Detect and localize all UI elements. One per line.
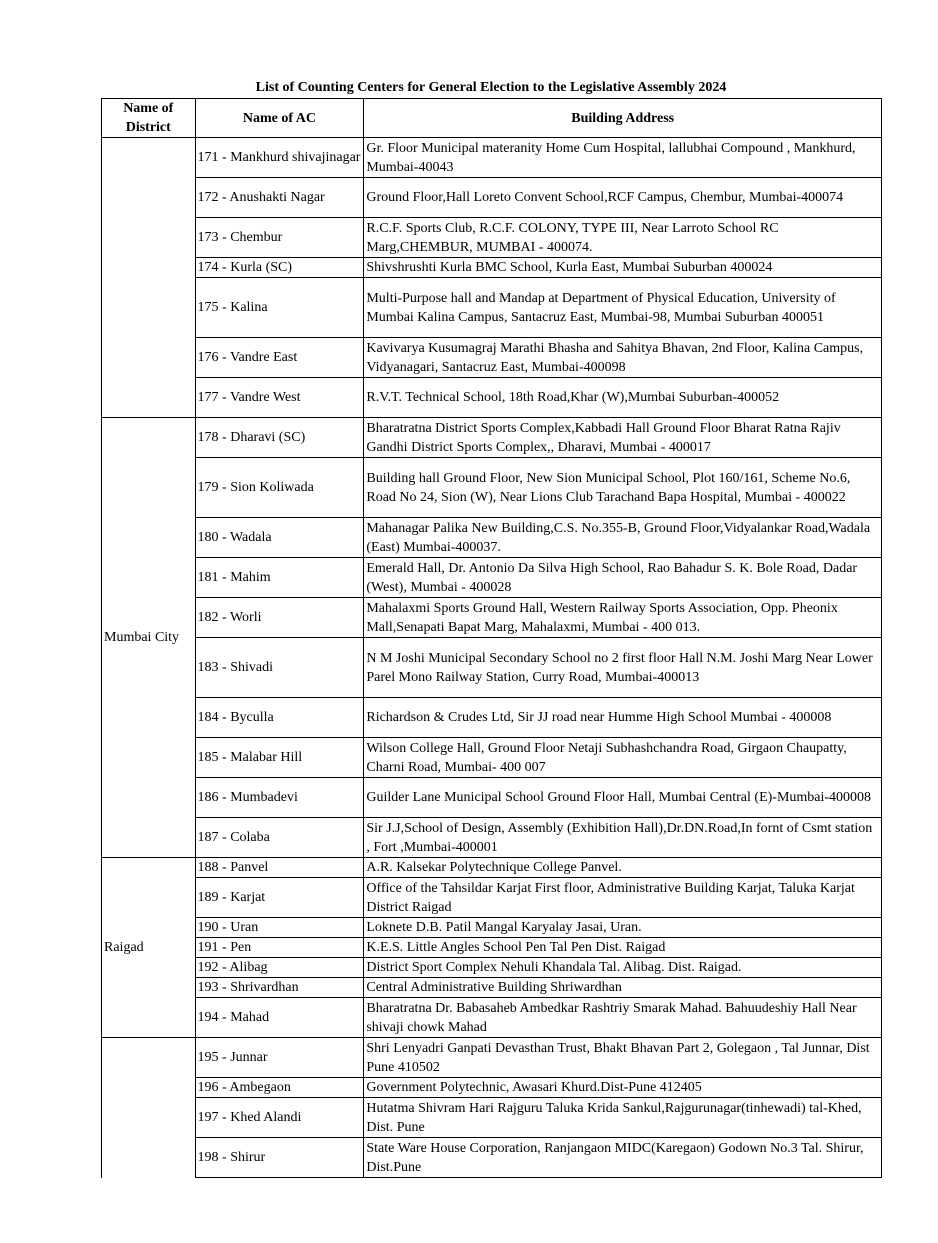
table-row [102,1138,882,1178]
table-row [102,418,882,458]
table-row [102,138,882,178]
building-address-cell: Shri Lenyadri Ganpati Devasthan Trust, Bhakt Bhavan Part 2, Golegaon , Tal Junnar, Dist Pune 410502 [364,1038,882,1078]
building-address-cell: Central Administrative Building Shriwardhan [364,978,882,998]
table-row [102,278,882,338]
ac-name-cell: 184 - Byculla [195,698,364,738]
header-district: Name of District [102,99,196,138]
table-row [102,878,882,918]
building-address-cell: Office of the Tahsildar Karjat First floor, Administrative Building Karjat, Taluka Karjat District Raigad [364,878,882,918]
ac-name-cell: 174 - Kurla (SC) [195,258,364,278]
building-address-cell: R.C.F. Sports Club, R.C.F. COLONY, TYPE III, Near Larroto School RC Marg,CHEMBUR, MUMBAI - 400074. [364,218,882,258]
district-cell [102,138,196,418]
building-address-cell: Government Polytechnic, Awasari Khurd.Dist-Pune 412405 [364,1078,882,1098]
table-row [102,558,882,598]
table-row [102,258,882,278]
table-row [102,218,882,258]
ac-name-cell: 181 - Mahim [195,558,364,598]
ac-name-cell: 187 - Colaba [195,818,364,858]
building-address-cell: Bharatratna District Sports Complex,Kabbadi Hall Ground Floor Bharat Ratna Rajiv Gandhi District Sports Complex,, Dharavi, Mumbai - 400017 [364,418,882,458]
building-address-cell: Wilson College Hall, Ground Floor Netaji Subhashchandra Road, Girgaon Chaupatty, Charni Road, Mumbai- 400 007 [364,738,882,778]
document-title: List of Counting Centers for General Election to the Legislative Assembly 2024 [255,80,727,95]
building-address-cell: Kavivarya Kusumagraj Marathi Bhasha and Sahitya Bhavan, 2nd Floor, Kalina Campus, Vidyanagari, Santacruz East, Mumbai-400098 [364,338,882,378]
table-row [102,638,882,698]
header-ac: Name of AC [195,99,364,138]
ac-name-cell: 191 - Pen [195,938,364,958]
ac-name-cell: 194 - Mahad [195,998,364,1038]
building-address-cell: Gr. Floor Municipal materanity Home Cum Hospital, lallubhai Compound , Mankhurd, Mumbai-40043 [364,138,882,178]
building-address-cell: Sir J.J,School of Design, Assembly (Exhibition Hall),Dr.DN.Road,In fornt of Csmt station , Fort ,Mumbai-400001 [364,818,882,858]
table-row [102,178,882,218]
district-cell: Raigad [102,858,196,1038]
building-address-cell: State Ware House Corporation, Ranjangaon MIDC(Karegaon) Godown No.3 Tal. Shirur, Dist.Pune [364,1138,882,1178]
building-address-cell: A.R. Kalsekar Polytechnique College Panvel. [364,858,882,878]
table-row [102,778,882,818]
ac-name-cell: 179 - Sion Koliwada [195,458,364,518]
ac-name-cell: 190 - Uran [195,918,364,938]
table-row [102,938,882,958]
table-row [102,998,882,1038]
ac-name-cell: 193 - Shrivardhan [195,978,364,998]
building-address-cell: Ground Floor,Hall Loreto Convent School,RCF Campus, Chembur, Mumbai-400074 [364,178,882,218]
ac-name-cell: 177 - Vandre West [195,378,364,418]
building-address-cell: Bharatratna Dr. Babasaheb Ambedkar Rashtriy Smarak Mahad. Bahuudeshiy Hall Near shivaji chowk Mahad [364,998,882,1038]
table-row [102,858,882,878]
counting-centers-table [101,98,882,1178]
building-address-cell: Hutatma Shivram Hari Rajguru Taluka Krida Sankul,Rajgurunagar(tinhewadi) tal-Khed, Dist. Pune [364,1098,882,1138]
table-row [102,698,882,738]
table-row [102,1078,882,1098]
ac-name-cell: 180 - Wadala [195,518,364,558]
ac-name-cell: 182 - Worli [195,598,364,638]
building-address-cell: Multi-Purpose hall and Mandap at Department of Physical Education, University of Mumbai Kalina Campus, Santacruz East, Mumbai-98, Mumbai Suburban 400051 [364,278,882,338]
ac-name-cell: 175 - Kalina [195,278,364,338]
table-row [102,518,882,558]
table-row [102,338,882,378]
ac-name-cell: 172 - Anushakti Nagar [195,178,364,218]
table-row [102,1098,882,1138]
ac-name-cell: 189 - Karjat [195,878,364,918]
ac-name-cell: 188 - Panvel [195,858,364,878]
district-cell: Mumbai City [102,418,196,858]
building-address-cell: Guilder Lane Municipal School Ground Floor Hall, Mumbai Central (E)-Mumbai-400008 [364,778,882,818]
building-address-cell: Mahanagar Palika New Building,C.S. No.355-B, Ground Floor,Vidyalankar Road,Wadala (East) Mumbai-400037. [364,518,882,558]
building-address-cell: Mahalaxmi Sports Ground Hall, Western Railway Sports Association, Opp. Pheonix Mall,Senapati Bapat Marg, Mahalaxmi, Mumbai - 400 013. [364,598,882,638]
ac-name-cell: 196 - Ambegaon [195,1078,364,1098]
table-row [102,958,882,978]
building-address-cell: Shivshrushti Kurla BMC School, Kurla East, Mumbai Suburban 400024 [364,258,882,278]
building-address-cell: Loknete D.B. Patil Mangal Karyalay Jasai, Uran. [364,918,882,938]
building-address-cell: Emerald Hall, Dr. Antonio Da Silva High School, Rao Bahadur S. K. Bole Road, Dadar (West), Mumbai - 400028 [364,558,882,598]
table-row [102,818,882,858]
table-row [102,458,882,518]
building-address-cell: K.E.S. Little Angles School Pen Tal Pen Dist. Raigad [364,938,882,958]
table-row [102,738,882,778]
table-row [102,918,882,938]
building-address-cell: R.V.T. Technical School, 18th Road,Khar (W),Mumbai Suburban-400052 [364,378,882,418]
building-address-cell: Richardson & Crudes Ltd, Sir JJ road near Humme High School Mumbai - 400008 [364,698,882,738]
table-row [102,598,882,638]
ac-name-cell: 176 - Vandre East [195,338,364,378]
ac-name-cell: 173 - Chembur [195,218,364,258]
district-cell [102,1038,196,1178]
ac-name-cell: 197 - Khed Alandi [195,1098,364,1138]
ac-name-cell: 185 - Malabar Hill [195,738,364,778]
ac-name-cell: 186 - Mumbadevi [195,778,364,818]
building-address-cell: N M Joshi Municipal Secondary School no 2 first floor Hall N.M. Joshi Marg Near Lower Parel Mono Railway Station, Curry Road, Mumbai-400013 [364,638,882,698]
building-address-cell: Building hall Ground Floor, New Sion Municipal School, Plot 160/161, Scheme No.6, Road No 24, Sion (W), Near Lions Club Tarachand Bapa Hospital, Mumbai - 400022 [364,458,882,518]
table-row [102,1038,882,1078]
ac-name-cell: 192 - Alibag [195,958,364,978]
ac-name-cell: 198 - Shirur [195,1138,364,1178]
table-body [102,138,882,1178]
ac-name-cell: 171 - Mankhurd shivajinagar [195,138,364,178]
table-header-row [102,99,882,138]
ac-name-cell: 195 - Junnar [195,1038,364,1078]
table-row [102,978,882,998]
ac-name-cell: 178 - Dharavi (SC) [195,418,364,458]
header-address: Building Address [364,99,882,138]
building-address-cell: District Sport Complex Nehuli Khandala Tal. Alibag. Dist. Raigad. [364,958,882,978]
ac-name-cell: 183 - Shivadi [195,638,364,698]
table-row [102,378,882,418]
